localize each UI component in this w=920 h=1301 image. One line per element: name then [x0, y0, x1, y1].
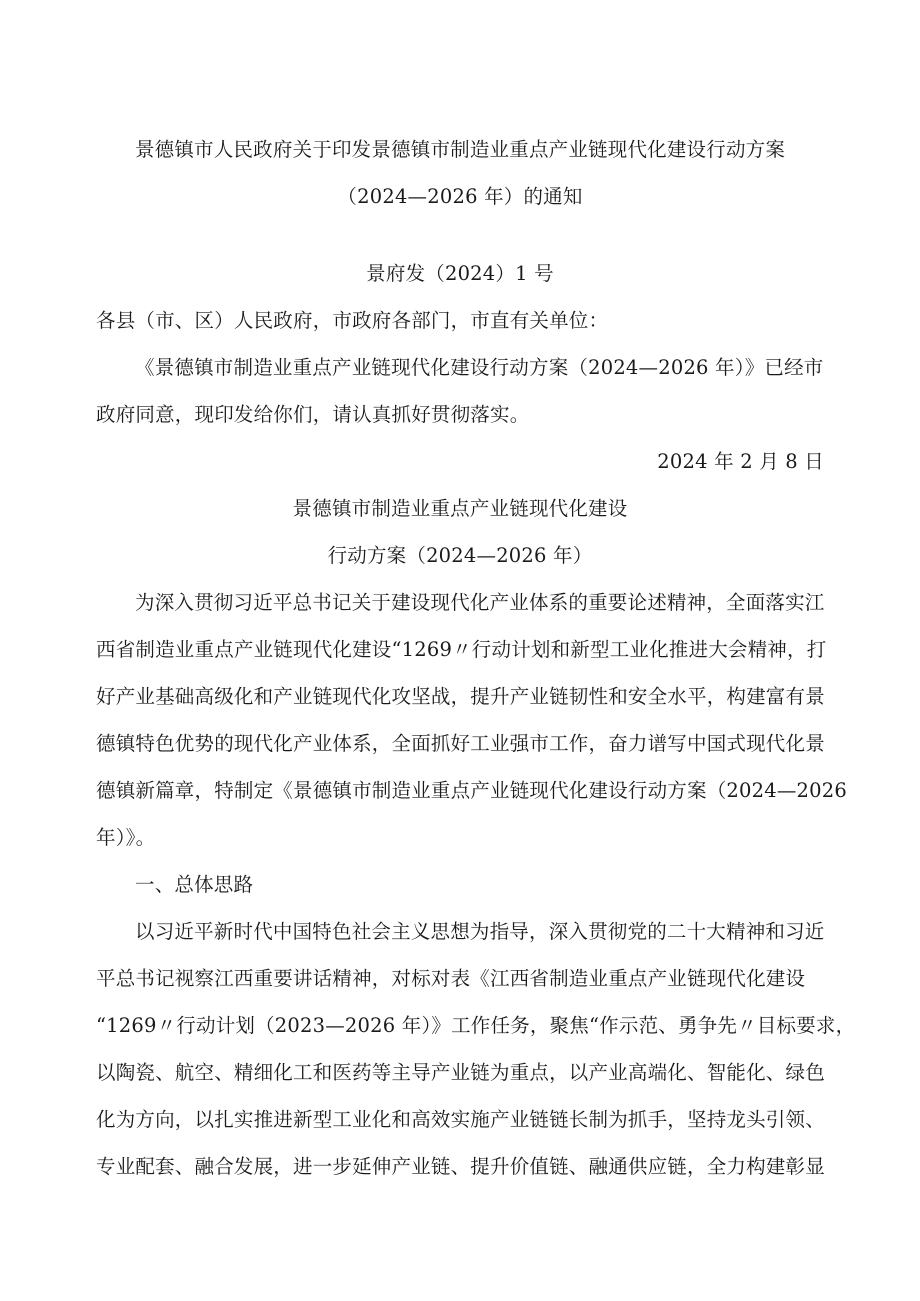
- paragraph-line: 以习近平新时代中国特色社会主义思想为指导，深入贯彻党的二十大精神和习近: [135, 920, 825, 943]
- intro-paragraph: [96, 579, 847, 861]
- paragraph-line: 化为方向，以扎实推进新型工业化和高效实施产业链链长制为抓手，坚持龙头引领、: [96, 1108, 825, 1131]
- plan-title-line-1: 景德镇市制造业重点产业链现代化建设: [292, 497, 628, 520]
- paragraph-line: 平总书记视察江西重要讲话精神，对标对表《江西省制造业重点产业链现代化建设: [96, 967, 806, 990]
- notice-body-line-2: 政府同意，现印发给你们，请认真抓好贯彻落实。: [96, 403, 530, 426]
- section-heading: 一、总体思路: [135, 873, 254, 896]
- paragraph-line: 专业配套、融合发展，进一步延伸产业链、提升价值链、融通供应链，全力构建彰显: [96, 1155, 825, 1178]
- paragraph-line: 年）》。: [96, 826, 156, 849]
- paragraph-line: 为深入贯彻习近平总书记关于建设现代化产业体系的重要论述精神，全面落实江: [135, 591, 825, 614]
- section-1-paragraph: [96, 908, 856, 1190]
- notice-title-line-2: （2024—2026 年）的通知: [337, 185, 583, 208]
- document-number: 景府发（2024）1 号: [366, 262, 554, 285]
- paragraph-line: 以陶瓷、航空、精细化工和医药等主导产业链为重点，以产业高端化、智能化、绿色: [96, 1061, 825, 1084]
- paragraph-line: 德镇特色优势的现代化产业体系，全面抓好工业强市工作，奋力谱写中国式现代化景: [96, 732, 825, 755]
- recipients-line: 各县（市、区）人民政府，市政府各部门，市直有关单位：: [96, 309, 609, 332]
- paragraph-line: 西省制造业重点产业链现代化建设“1269〃行动计划和新型工业化推进大会精神，打: [96, 638, 827, 661]
- paragraph-line: 德镇新篇章，特制定《景德镇市制造业重点产业链现代化建设行动方案（2024—2026: [96, 779, 847, 802]
- notice-title-line-1: 景德镇市人民政府关于印发景德镇市制造业重点产业链现代化建设行动方案: [134, 138, 786, 161]
- notice-body-line-1: 《景德镇市制造业重点产业链现代化建设行动方案（2024—2026 年）》已经市: [135, 356, 824, 379]
- paragraph-line: “1269〃行动计划（2023—2026 年）》工作任务，聚焦“作示范、勇争先〃目标要求，: [96, 1014, 856, 1037]
- notice-date: 2024 年 2 月 8 日: [657, 450, 824, 473]
- paragraph-line: 好产业基础高级化和产业链现代化攻坚战，提升产业链韧性和安全水平，构建富有景: [96, 685, 825, 708]
- plan-title-line-2: 行动方案（2024—2026 年）: [327, 544, 593, 567]
